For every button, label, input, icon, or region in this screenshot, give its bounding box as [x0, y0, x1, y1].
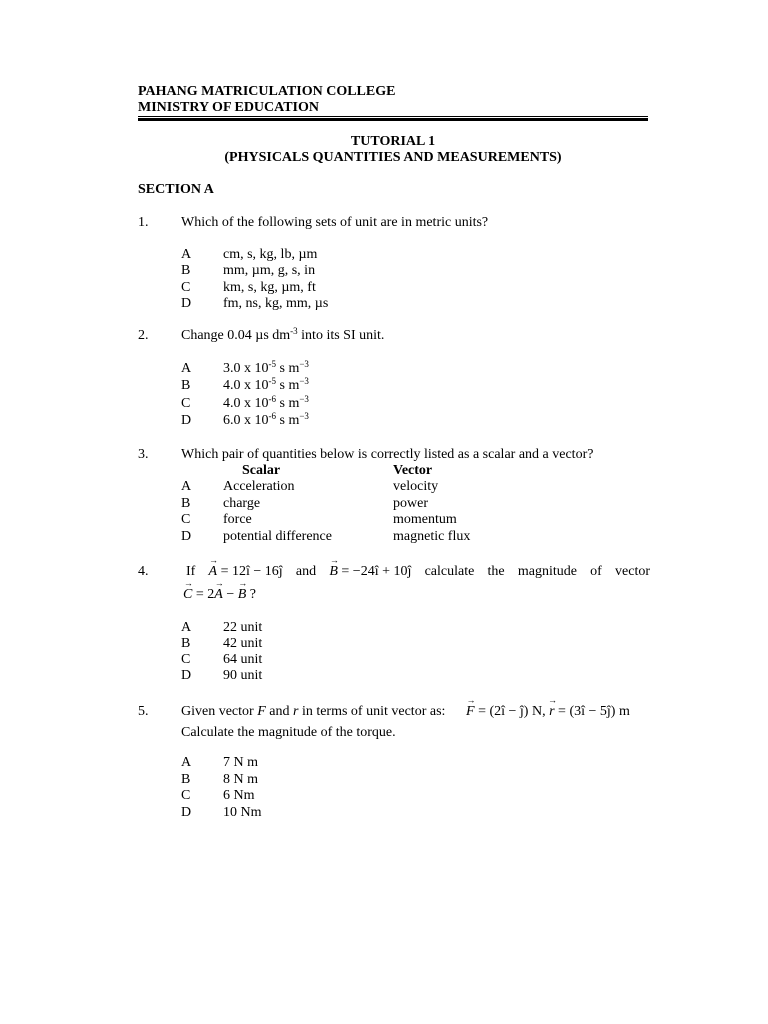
option-letter: C: [181, 279, 191, 295]
option-letter: A: [181, 755, 192, 770]
question-number: 2.: [138, 328, 149, 343]
ministry-name: MINISTRY OF EDUCATION: [138, 100, 320, 115]
vector-b-symbol: B →: [329, 564, 338, 580]
question-text: Which pair of quantities below is correctly listed as a scalar and a vector?: [181, 447, 594, 462]
option-text: 42 unit: [223, 636, 263, 651]
option: [181, 280, 641, 296]
vector-c-equals: = 2: [195, 587, 215, 602]
option-unit-exponent: −3: [299, 376, 309, 387]
option-scalar: Acceleration: [223, 479, 295, 495]
option-letter: A: [181, 620, 192, 635]
option-text: km, s, kg, µm, ft: [223, 279, 316, 295]
question-number: 1.: [138, 215, 149, 230]
option: [181, 263, 641, 279]
option-base: 3.0 x 10: [223, 361, 269, 376]
option-letter: B: [181, 495, 191, 511]
option-letter: A: [181, 479, 192, 495]
option-text: cm, s, kg, lb, µm: [223, 247, 318, 262]
option-base: 4.0 x 10: [223, 378, 269, 394]
option-text: [223, 410, 309, 429]
vector-r-components: = (3î − 5ĵ): [558, 704, 616, 719]
option-text: [223, 361, 309, 377]
question-word-and: and: [269, 704, 290, 719]
option-base: 6.0 x 10: [223, 412, 269, 428]
question-number: 3.: [138, 447, 149, 462]
question-text-given: Given vector: [181, 704, 254, 719]
scalar-column-header: Scalar: [242, 463, 281, 478]
option-vector: momentum: [393, 512, 457, 528]
option: [181, 393, 641, 413]
vector-a-components: = 12î − 16ĵ: [220, 564, 283, 579]
option-letter: A: [181, 361, 192, 376]
option-unit-exponent: −3: [299, 393, 309, 404]
option-letter: B: [181, 636, 191, 651]
option: [181, 378, 641, 395]
q3-table-header: [181, 463, 641, 479]
option-letter: B: [181, 378, 191, 394]
option-scalar: potential difference: [223, 528, 332, 544]
question-number: 5.: [138, 704, 149, 719]
option-text: 22 unit: [223, 620, 263, 635]
q5-options: [181, 755, 641, 822]
option-unit-exponent: −3: [299, 410, 309, 421]
option: [181, 620, 641, 636]
tutorial-topic: (PHYSICALS QUANTITIES AND MEASUREMENTS): [224, 150, 562, 165]
vector-f-components: = (2î − ĵ): [478, 704, 529, 719]
q1-options: [181, 247, 641, 313]
option: [181, 636, 641, 652]
option-base: 4.0 x 10: [223, 395, 269, 411]
question-text-line2: Calculate the magnitude of the torque.: [181, 725, 396, 740]
option-letter: D: [181, 412, 192, 428]
option: [181, 479, 641, 495]
vector-b-components: = −24î + 10ĵ: [341, 564, 412, 579]
option-exponent: -6: [268, 393, 276, 404]
question-number: 4.: [138, 564, 149, 579]
question-word-if: If: [186, 564, 196, 579]
option-text: 8 N m: [223, 771, 258, 787]
option-letter: B: [181, 263, 191, 279]
option-letter: D: [181, 668, 192, 683]
option: [181, 296, 641, 312]
option-text: [223, 393, 309, 412]
option-letter: C: [181, 395, 191, 411]
question-text-rest: into its SI unit.: [297, 328, 385, 343]
tutorial-title: TUTORIAL 1: [350, 134, 436, 149]
question-text: [186, 564, 650, 580]
q2-options: [181, 361, 641, 430]
option-unit: s m: [276, 361, 300, 376]
question-text: [181, 328, 384, 344]
option-exponent: -5: [268, 376, 276, 387]
option-unit-exponent: −3: [299, 359, 309, 369]
option: [181, 788, 641, 805]
vector-r-unit: m: [618, 704, 630, 719]
option-scalar: force: [223, 512, 252, 528]
option: [181, 772, 641, 789]
option-letter: C: [181, 788, 191, 804]
variable-f: F: [257, 704, 266, 719]
option-text: 10 Nm: [223, 805, 262, 821]
option-vector: power: [393, 495, 428, 511]
option-text: fm, ns, kg, mm, µs: [223, 296, 329, 312]
option-text: 64 unit: [223, 652, 263, 667]
vector-column-header: Vector: [393, 463, 433, 478]
question-text-tail: calculate the magnitude of vector: [424, 564, 651, 579]
option-unit: s m: [276, 378, 300, 394]
option: [181, 668, 641, 684]
q4-options: [181, 620, 641, 684]
question-text-exponent: -3: [290, 326, 298, 336]
section-heading: SECTION A: [138, 182, 214, 197]
option: [181, 755, 641, 772]
option-exponent: -6: [268, 410, 276, 421]
option-letter: D: [181, 296, 192, 312]
header-rule: [138, 116, 648, 121]
option: [181, 410, 641, 430]
option-letter: A: [181, 247, 192, 262]
option: [181, 496, 641, 512]
vector-f-symbol: F →: [466, 704, 475, 720]
option-text: 90 unit: [223, 668, 263, 683]
option-letter: C: [181, 652, 191, 667]
option-letter: C: [181, 512, 191, 528]
option-scalar: charge: [223, 495, 261, 511]
variable-r: r: [292, 704, 299, 719]
option: [181, 361, 641, 378]
vector-c-expression: [183, 587, 256, 603]
option-vector: magnetic flux: [393, 528, 471, 544]
option-letter: D: [181, 528, 192, 544]
option-unit: s m: [276, 395, 300, 411]
vector-b-symbol: B →: [238, 587, 247, 603]
question-text-main: Change 0.04 µs dm: [181, 328, 291, 343]
option: [181, 805, 641, 822]
option: [181, 512, 641, 528]
question-mark: ?: [249, 587, 256, 602]
option-vector: velocity: [393, 479, 439, 495]
option-text: [223, 378, 309, 394]
option-text: 6 Nm: [223, 788, 255, 804]
option-exponent: -5: [268, 359, 276, 369]
question-word-and: and: [295, 564, 317, 579]
option-text: 7 N m: [223, 755, 258, 770]
question-text-rest: in terms of unit vector as:: [301, 704, 446, 719]
vector-b-expression: [329, 564, 411, 580]
option-letter: B: [181, 771, 191, 787]
minus-sign: −: [226, 587, 235, 602]
option: [181, 247, 641, 263]
vector-c-symbol: C →: [183, 587, 192, 603]
institution-name: PAHANG MATRICULATION COLLEGE: [138, 84, 396, 99]
vector-f-unit: N,: [531, 704, 546, 719]
vector-a-symbol: A →: [209, 564, 218, 580]
q3-table: [181, 463, 641, 545]
question-text: Which of the following sets of unit are in metric units?: [181, 215, 489, 230]
option: [181, 652, 641, 668]
option-unit: s m: [276, 412, 300, 428]
question-text: [181, 704, 445, 720]
option-text: mm, µm, g, s, in: [223, 263, 316, 279]
option-letter: D: [181, 805, 192, 821]
option: [181, 529, 641, 545]
vector-a-symbol: A →: [214, 587, 223, 603]
vector-r-symbol: r →: [549, 704, 554, 720]
vector-formula: [466, 704, 630, 720]
